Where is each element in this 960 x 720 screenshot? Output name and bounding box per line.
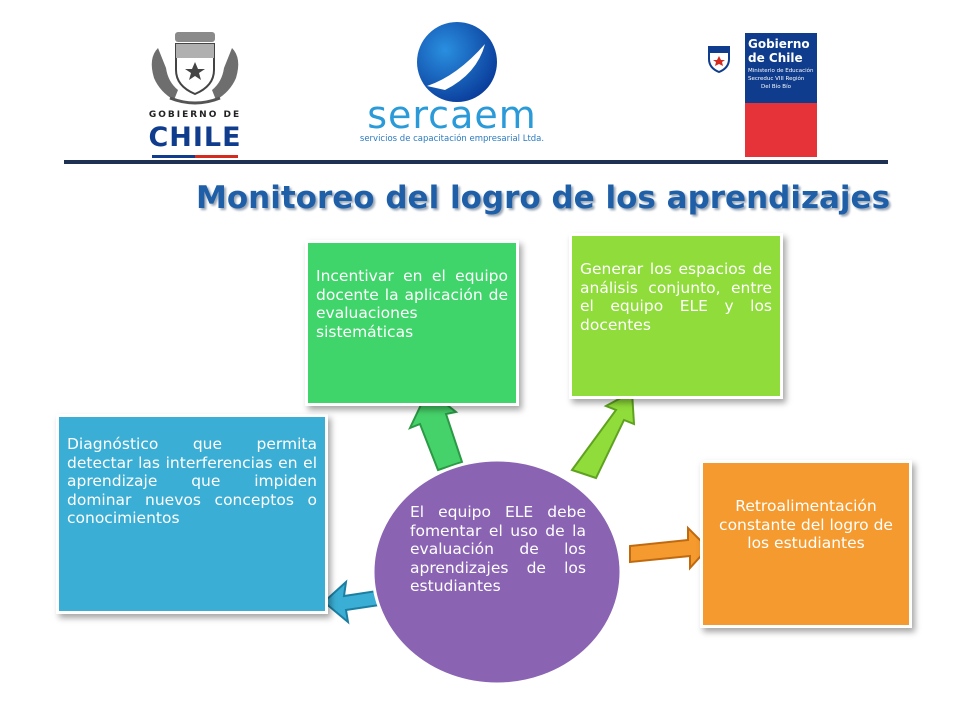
arrow-to-right xyxy=(630,528,708,568)
node-top-left-text: Incentivar en el equipo docente la aplicación de evaluaciones sistemáticas xyxy=(316,267,508,341)
node-box-top-right xyxy=(569,233,783,399)
gobierno-sub3: Del Bío Bío xyxy=(761,84,791,90)
gobierno-line1: Gobierno xyxy=(748,37,810,51)
node-right-text: Retroalimentación constante del logro de los estudiantes xyxy=(719,497,893,553)
node-box-right xyxy=(700,460,912,628)
gobierno-line2: de Chile xyxy=(748,51,803,65)
node-box-left xyxy=(56,414,328,614)
node-box-top-left xyxy=(305,240,519,406)
chile-wordmark: CHILE xyxy=(148,122,242,153)
center-node-text: El equipo ELE debe fomentar el uso de la evaluación de los aprendizajes de los estudiantes xyxy=(410,503,586,596)
sercaem-wordmark: sercaem xyxy=(367,93,537,137)
gobierno-sub1: Ministerio de Educación xyxy=(748,68,814,74)
node-top-right-text: Generar los espacios de análisis conjunto, entre el equipo ELE y los docentes xyxy=(580,260,772,334)
arrow-to-top-right xyxy=(572,392,634,478)
sercaem-tagline: servicios de capacitación empresarial Ltda. xyxy=(359,134,545,144)
gobierno-sub2: Secreduc VIII Región xyxy=(748,76,805,82)
node-left-text: Diagnóstico que permita detectar las interferencias en el aprendizaje que impiden dominar nuevos conceptos o conocimientos xyxy=(67,435,317,528)
gobierno-de-label: GOBIERNO DE xyxy=(148,110,242,120)
slide-title: Monitoreo del logro de los aprendizajes xyxy=(196,180,891,216)
